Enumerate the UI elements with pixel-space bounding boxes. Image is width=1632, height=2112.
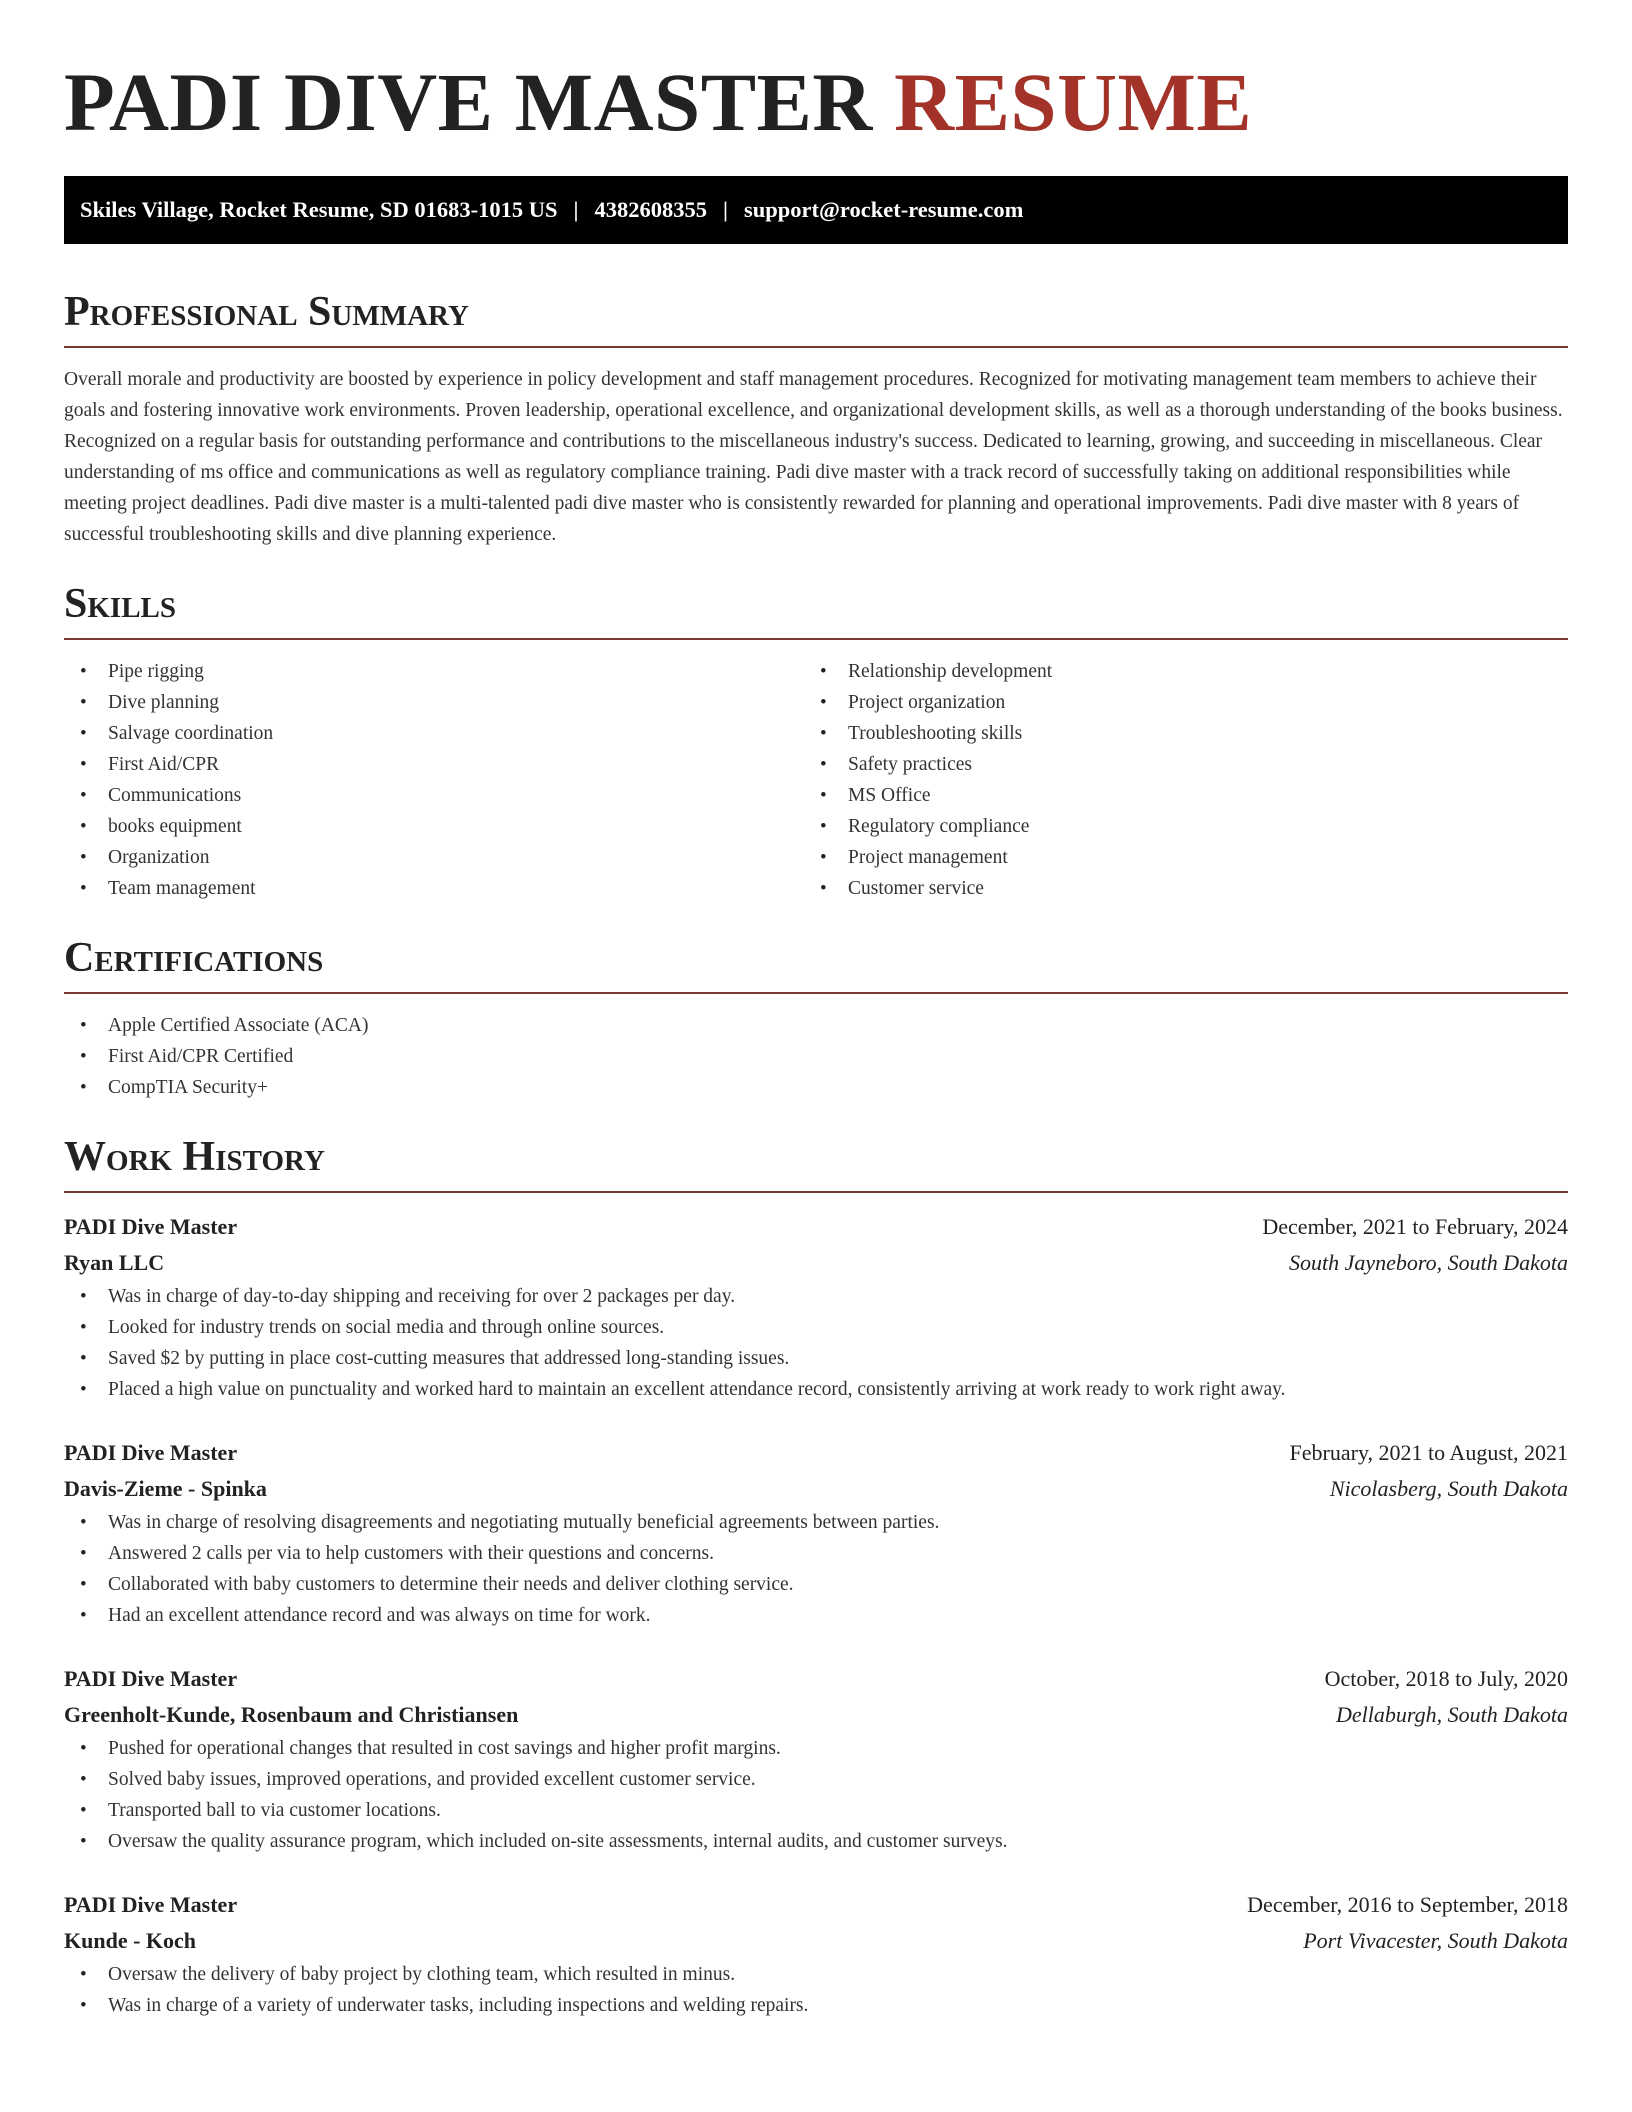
job-title: PADI Dive Master (64, 1440, 238, 1465)
skill-item: • Team management (64, 873, 804, 904)
skill-item: • Project management (804, 842, 1544, 873)
job-duty: • Solved baby issues, improved operations, and provided excellent customer service. (64, 1764, 1568, 1795)
job-location: Dellaburgh, South Dakota (1336, 1702, 1568, 1727)
skills-grid (64, 656, 1568, 904)
job-duties-list (64, 1959, 1568, 2021)
job-subheader-row (64, 1923, 1568, 1959)
certifications-list (64, 1010, 1568, 1103)
skill-item: • Communications (64, 780, 804, 811)
job-company: Greenholt-Kunde, Rosenbaum and Christiansen (64, 1702, 519, 1727)
section-divider (64, 1191, 1568, 1193)
certifications-section (64, 934, 1568, 1103)
job-subheader-row (64, 1245, 1568, 1281)
job-duty: • Oversaw the delivery of baby project by clothing team, which resulted in minus. (64, 1959, 1568, 1990)
skill-item: • Organization (64, 842, 804, 873)
job-entry (64, 1435, 1568, 1631)
skill-item: • Pipe rigging (64, 656, 804, 687)
summary-section (64, 288, 1568, 550)
job-duty: • Saved $2 by putting in place cost-cutting measures that addressed long-standing issues. (64, 1343, 1568, 1374)
skill-item: • books equipment (64, 811, 804, 842)
work-history-heading: Work History (64, 1134, 325, 1180)
resume-title (64, 52, 1568, 152)
title-accent: RESUME (894, 56, 1253, 148)
job-duty: • Oversaw the quality assurance program, which included on-site assessments, internal audits, and customer surveys. (64, 1826, 1568, 1857)
section-divider (64, 638, 1568, 640)
skills-heading: Skills (64, 581, 177, 627)
certification-item: • First Aid/CPR Certified (64, 1041, 1568, 1072)
resume-content (64, 52, 1568, 2021)
certification-item: • CompTIA Security+ (64, 1072, 1568, 1103)
job-duty: • Answered 2 calls per via to help customers with their questions and concerns. (64, 1538, 1568, 1569)
job-title: PADI Dive Master (64, 1892, 238, 1917)
job-duties-list (64, 1733, 1568, 1857)
job-dates: October, 2018 to July, 2020 (1324, 1666, 1568, 1691)
skills-right-column (804, 656, 1544, 904)
job-entry (64, 1209, 1568, 1405)
job-duties-list (64, 1281, 1568, 1405)
job-location: Port Vivacester, South Dakota (1303, 1928, 1568, 1953)
job-duty: • Transported ball to via customer locations. (64, 1795, 1568, 1826)
job-duty: • Was in charge of day-to-day shipping and receiving for over 2 packages per day. (64, 1281, 1568, 1312)
contact-separator: | (573, 197, 579, 222)
skill-item: • Safety practices (804, 749, 1544, 780)
certifications-heading: Certifications (64, 935, 324, 981)
job-duty: • Collaborated with baby customers to determine their needs and deliver clothing service. (64, 1569, 1568, 1600)
job-duty: • Was in charge of resolving disagreements and negotiating mutually beneficial agreements between parties. (64, 1507, 1568, 1538)
job-dates: February, 2021 to August, 2021 (1289, 1440, 1568, 1465)
job-company: Kunde - Koch (64, 1928, 197, 1953)
job-duty: • Had an excellent attendance record and was always on time for work. (64, 1600, 1568, 1631)
job-dates: December, 2016 to September, 2018 (1247, 1892, 1568, 1917)
section-divider (64, 992, 1568, 994)
contact-separator: | (722, 197, 728, 222)
title-main: PADI DIVE MASTER (64, 56, 873, 148)
job-header-row (64, 1435, 1568, 1471)
skill-item: • Relationship development (804, 656, 1544, 687)
job-subheader-row (64, 1697, 1568, 1733)
job-title: PADI Dive Master (64, 1666, 238, 1691)
job-header-row (64, 1209, 1568, 1245)
job-entry (64, 1661, 1568, 1857)
job-duty: • Pushed for operational changes that resulted in cost savings and higher profit margins. (64, 1733, 1568, 1764)
skill-item: • Troubleshooting skills (804, 718, 1544, 749)
job-header-row (64, 1661, 1568, 1697)
job-dates: December, 2021 to February, 2024 (1262, 1214, 1568, 1239)
contact-email: support@rocket-resume.com (743, 197, 1024, 222)
skills-left-column (64, 656, 804, 904)
job-header-row (64, 1887, 1568, 1923)
job-duties-list (64, 1507, 1568, 1631)
certification-item: • Apple Certified Associate (ACA) (64, 1010, 1568, 1041)
skill-item: • First Aid/CPR (64, 749, 804, 780)
job-title: PADI Dive Master (64, 1214, 238, 1239)
job-company: Davis-Zieme - Spinka (64, 1476, 267, 1501)
job-company: Ryan LLC (64, 1250, 165, 1275)
section-divider (64, 346, 1568, 348)
job-subheader-row (64, 1471, 1568, 1507)
work-history-section (64, 1133, 1568, 2021)
skill-item: • MS Office (804, 780, 1544, 811)
skill-item: • Customer service (804, 873, 1544, 904)
job-location: Nicolasberg, South Dakota (1329, 1476, 1568, 1501)
job-duty: • Looked for industry trends on social media and through online sources. (64, 1312, 1568, 1343)
skill-item: • Project organization (804, 687, 1544, 718)
contact-bar (64, 176, 1568, 244)
job-duty: • Was in charge of a variety of underwater tasks, including inspections and welding repairs. (64, 1990, 1568, 2021)
skills-section (64, 580, 1568, 904)
summary-text: Overall morale and productivity are boosted by experience in policy development and staff management procedures. Recognized for motivating management team members to achieve their goals and fostering innovative work environments. Proven leadership, operational excellence, and organizational development skills, as well as a thorough understanding of the books business. Recognized on a regular basis for outstanding performance and contributions to the miscellaneous industry's success. Dedicated to learning, growing, and succeeding in miscellaneous. Clear understanding of ms office and communications as well as regulatory compliance training. Padi dive master with a track record of successfully taking on additional responsibilities while meeting project deadlines. Padi dive master is a multi-talented padi dive master who is consistently rewarded for planning and operational improvements. Padi dive master with 8 years of successful troubleshooting skills and dive planning experience. (64, 369, 1563, 545)
job-entry (64, 1887, 1568, 2021)
summary-heading: Professional Summary (64, 289, 469, 335)
job-location: South Jayneboro, South Dakota (1288, 1250, 1568, 1275)
skill-item: • Dive planning (64, 687, 804, 718)
skill-item: • Salvage coordination (64, 718, 804, 749)
job-duty: • Placed a high value on punctuality and worked hard to maintain an excellent attendance record, consistently arriving at work ready to work right away. (64, 1374, 1568, 1405)
contact-phone: 4382608355 (594, 197, 707, 222)
skill-item: • Regulatory compliance (804, 811, 1544, 842)
contact-address: Skiles Village, Rocket Resume, SD 01683-1015 US (80, 197, 558, 222)
